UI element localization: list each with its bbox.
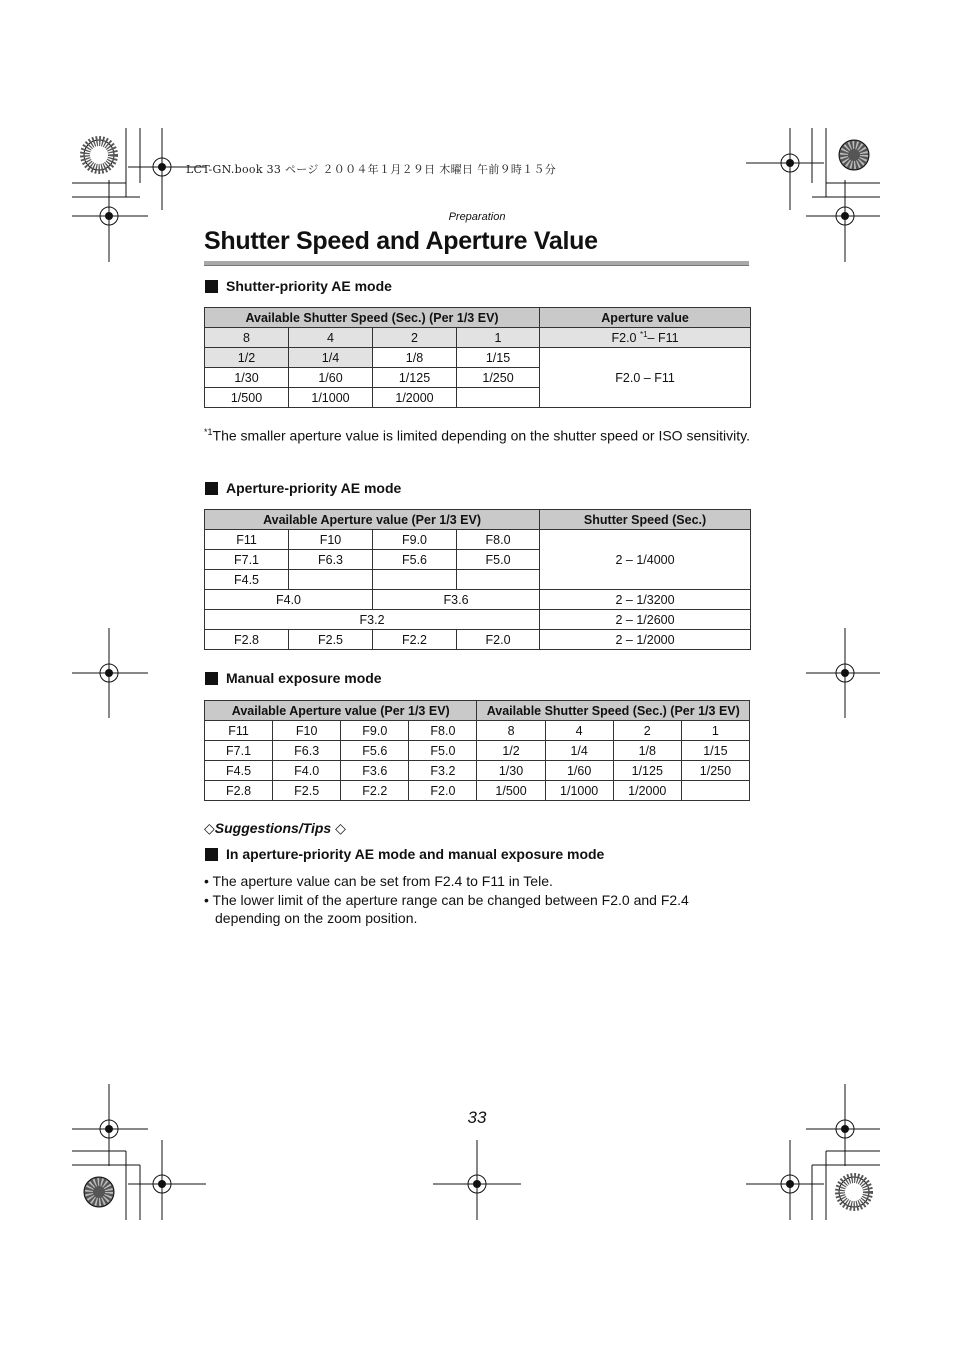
table-cell: 1 [681,721,749,741]
table-row [205,610,751,630]
manual-mode-heading: Manual exposure mode [205,670,382,686]
table-cell: 1/8 [613,741,681,761]
list-item: • The aperture value can be set from F2.4 to F11 in Tele. [204,873,553,889]
table-cell: F9.0 [341,721,409,741]
square-bullet-icon [205,672,218,685]
shutter-range-1: 2 – 1/4000 [540,530,751,590]
tips-heading: In aperture-priority AE mode and manual exposure mode [205,846,604,862]
table-cell: F8.0 [457,530,540,550]
table-cell: 1/60 [289,368,373,388]
table-cell: 1/2000 [373,388,457,408]
table-cell: F5.6 [373,550,457,570]
table-cell: 8 [477,721,545,741]
square-bullet-icon [205,848,218,861]
table-cell: F4.5 [205,570,289,590]
table-cell: F5.6 [341,741,409,761]
shutter-range-3: 2 – 1/2600 [540,610,751,630]
table-cell: F11 [205,721,273,741]
table-cell: 1/4 [289,348,373,368]
table-cell: 1/60 [545,761,613,781]
aperture-mode-heading: Aperture-priority AE mode [205,480,401,496]
table-cell: 1/500 [205,388,289,408]
table-cell: F6.3 [289,550,373,570]
tips-label: ◇Suggestions/Tips ◇ [204,820,346,836]
page-number: 33 [467,1108,487,1127]
shutter-range-4: 2 – 1/2000 [540,630,751,650]
table-cell: 2 [373,328,457,348]
aperture-table-header-value: Available Aperture value (Per 1/3 EV) [205,510,540,530]
table-row [205,781,750,801]
square-bullet-icon [205,280,218,293]
tips-list [204,872,734,928]
table-row [205,590,751,610]
print-file-line: LCT-GN.book 33 ページ ２００４年１月２９日 木曜日 午前９時１５分 [186,163,557,176]
shutter-table-header-aperture: Aperture value [540,308,751,328]
table-cell: F10 [273,721,341,741]
table-row [205,328,751,348]
table-cell: 1/30 [205,368,289,388]
table-cell: 1/250 [681,761,749,781]
manual-table-header-aperture: Available Aperture value (Per 1/3 EV) [205,701,477,721]
table-cell: 2 [613,721,681,741]
table-cell [457,388,540,408]
table-cell: F2.2 [373,630,457,650]
table-cell: 1/2 [205,348,289,368]
table-cell: F3.2 [409,761,477,781]
table-row [205,761,750,781]
table-cell: 8 [205,328,289,348]
list-item: • The lower limit of the aperture range can be changed between F2.0 and F2.4 depending on the zoom position. [204,892,689,926]
aperture-range-first: F2.0 $^{*1}$– F11 [540,328,751,348]
footnote-mark: *1 [204,427,213,437]
table-cell: F4.0 [273,761,341,781]
table-cell: 1 [457,328,540,348]
table-cell: F8.0 [409,721,477,741]
table-cell: F5.0 [457,550,540,570]
table-cell [289,570,373,590]
table-row [205,348,751,368]
shutter-table-header-speed: Available Shutter Speed (Sec.) (Per 1/3 EV) [205,308,540,328]
table-cell: F3.2 [205,610,540,630]
table-cell: 1/4 [545,741,613,761]
table-cell: 1/1000 [545,781,613,801]
table-cell: 1/500 [477,781,545,801]
aperture-table-header-speed: Shutter Speed (Sec.) [540,510,751,530]
table-cell: F2.0 [409,781,477,801]
table-cell: F10 [289,530,373,550]
table-cell: 4 [289,328,373,348]
table-cell: 1/8 [373,348,457,368]
table-cell: F2.5 [273,781,341,801]
section-label: Preparation [448,211,506,223]
aperture-range-rest: F2.0 – F11 [540,348,751,408]
table-cell: F3.6 [341,761,409,781]
table-cell: F7.1 [205,741,273,761]
manual-table [204,700,750,801]
table-row [205,721,750,741]
table-cell: F2.2 [341,781,409,801]
table-cell: F5.0 [409,741,477,761]
table-cell: F2.0 [457,630,540,650]
table-cell: F4.0 [205,590,373,610]
table-cell: 1/125 [613,761,681,781]
table-cell: 1/30 [477,761,545,781]
table-cell: F2.8 [205,781,273,801]
title-rule [204,261,749,266]
table-cell: F2.8 [205,630,289,650]
diamond-icon: ◇ [204,820,215,836]
table-cell: F3.6 [373,590,540,610]
table-cell: 1/15 [681,741,749,761]
table-cell: F2.5 [289,630,373,650]
page-title: Shutter Speed and Aperture Value [204,227,598,255]
table-cell [373,570,457,590]
table-cell: 4 [545,721,613,741]
diamond-icon: ◇ [335,820,346,836]
table-row [205,630,751,650]
table-cell: F4.5 [205,761,273,781]
table-cell: F11 [205,530,289,550]
table-row [205,530,751,550]
table-cell: 1/250 [457,368,540,388]
aperture-table [204,509,751,650]
shutter-range-2: 2 – 1/3200 [540,590,751,610]
table-row [205,741,750,761]
shutter-mode-heading: Shutter-priority AE mode [205,278,392,294]
table-cell: 1/2 [477,741,545,761]
table-cell: 1/15 [457,348,540,368]
manual-table-header-speed: Available Shutter Speed (Sec.) (Per 1/3 EV) [477,701,750,721]
table-cell: F6.3 [273,741,341,761]
table-cell: 1/125 [373,368,457,388]
table-cell: 1/1000 [289,388,373,408]
table-cell: 1/2000 [613,781,681,801]
footnote: $^{*1}$The smaller aperture value is limited depending on the shutter speed or ISO sensitivity. [204,427,750,444]
square-bullet-icon [205,482,218,495]
table-cell [681,781,749,801]
table-cell: F9.0 [373,530,457,550]
shutter-table [204,307,751,408]
table-cell: F7.1 [205,550,289,570]
table-cell [457,570,540,590]
